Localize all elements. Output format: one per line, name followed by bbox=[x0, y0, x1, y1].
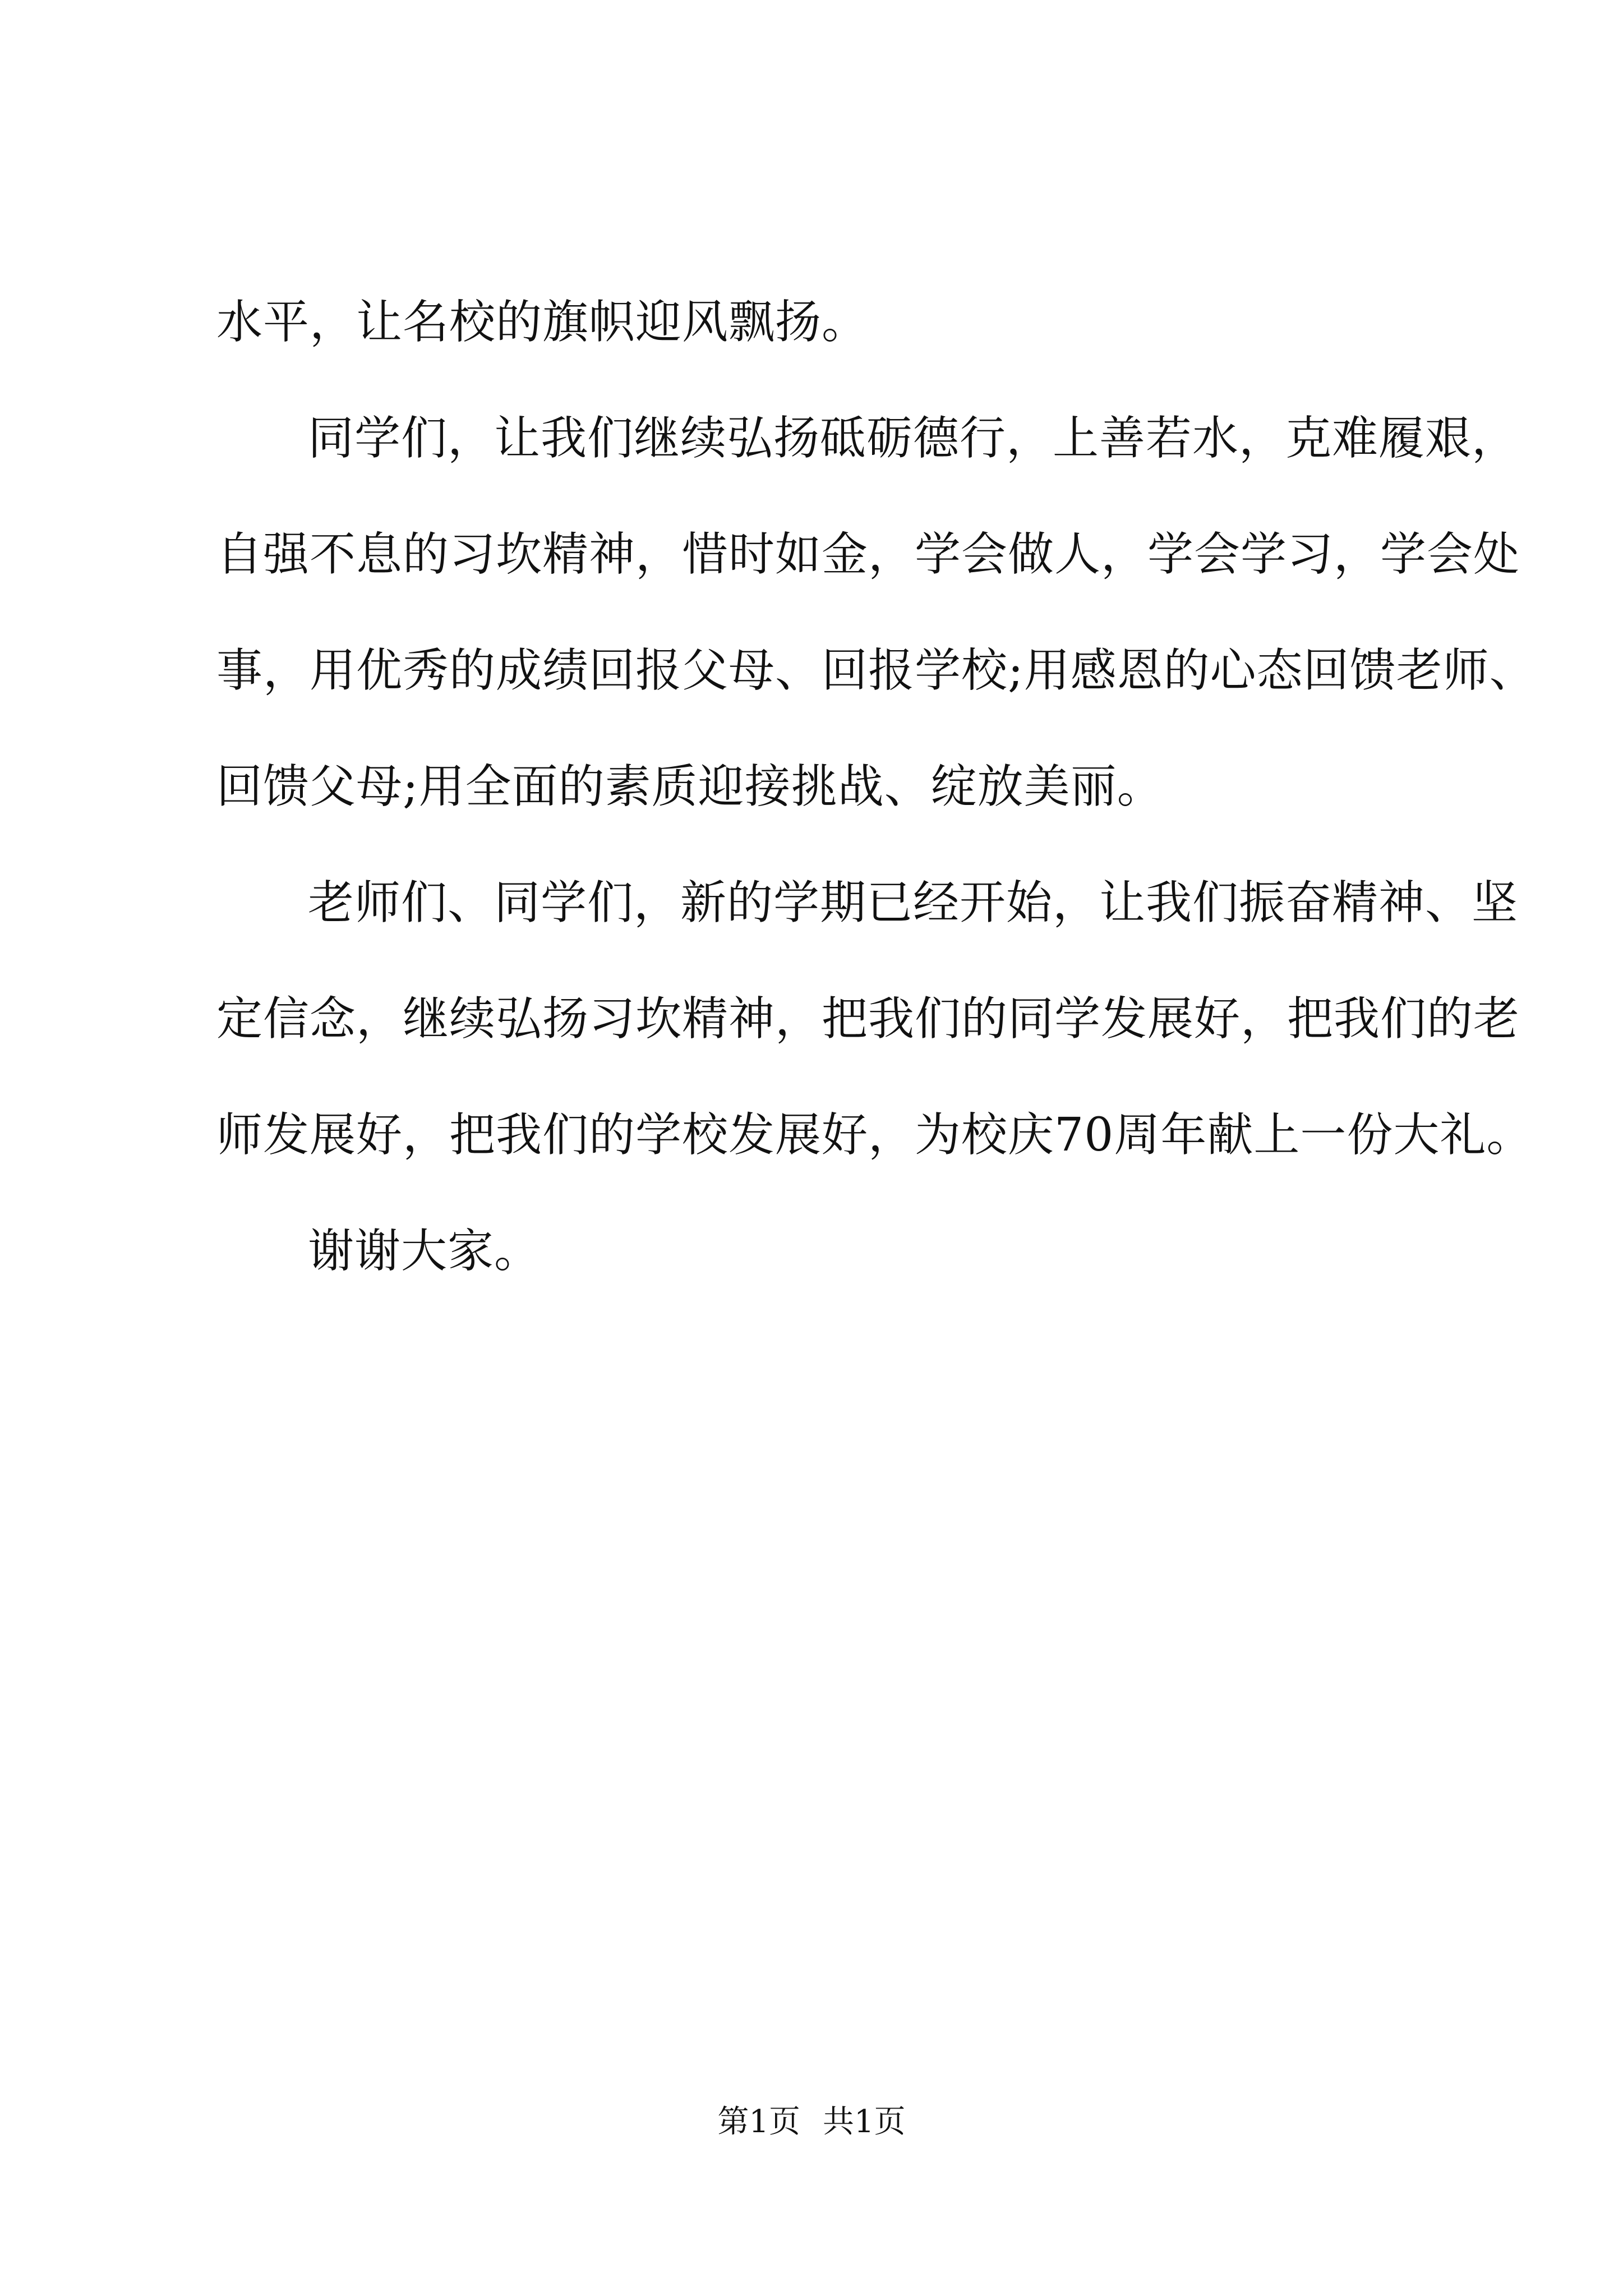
document-body bbox=[216, 296, 1536, 1341]
text-line: 定信念，继续弘扬习坎精神，把我们的同学发展好，把我们的老 bbox=[216, 992, 1520, 1046]
page-footer bbox=[0, 2102, 1623, 2142]
text-line: 老师们、同学们，新的学期已经开始，让我们振奋精神、坚 bbox=[308, 876, 1519, 930]
page-number-current: 第1页 bbox=[717, 2104, 800, 2140]
text-line: 水平，让名校的旗帜迎风飘扬。 bbox=[216, 296, 869, 349]
text-line: 同学们，让我们继续弘扬砥砺德行，上善若水，克难履艰， bbox=[308, 412, 1519, 465]
page-number-total: 共1页 bbox=[823, 2104, 906, 2140]
text-line: 事，用优秀的成绩回报父母、回报学校;用感恩的心态回馈老师、 bbox=[216, 644, 1536, 697]
text-line: 师发展好，把我们的学校发展好，为校庆70周年献上一份大礼。 bbox=[216, 1108, 1533, 1162]
text-line: 谢谢大家。 bbox=[308, 1225, 541, 1278]
text-line: 回馈父母;用全面的素质迎接挑战、绽放美丽。 bbox=[216, 760, 1164, 813]
text-line: 自强不息的习坎精神，惜时如金，学会做人，学会学习，学会处 bbox=[216, 528, 1520, 581]
